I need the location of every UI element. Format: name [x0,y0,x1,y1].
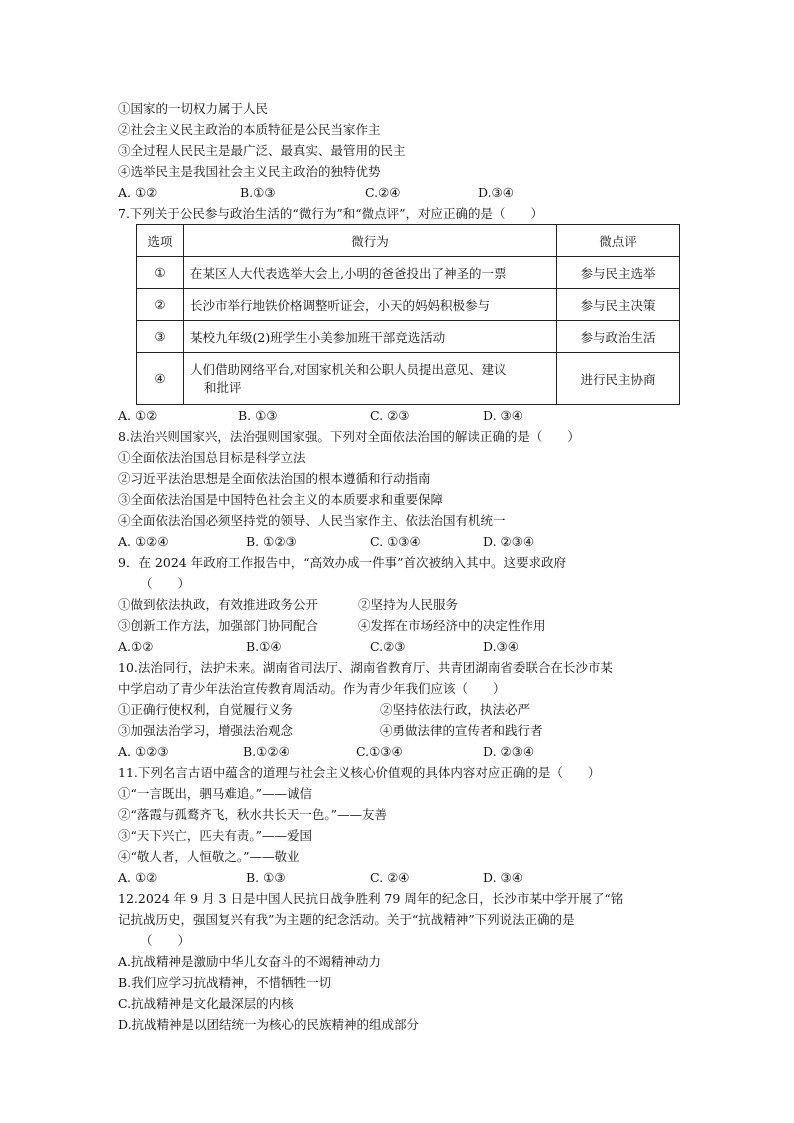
q11-item-3: ③“天下兴亡，匹夫有责。”——爱国 [118,828,313,843]
q11-item-2: ②“落霞与孤鹜齐飞，秋水共长天一色。”——友善 [118,807,388,822]
q9-option-c[interactable]: C.②③ [370,639,406,654]
q7-row-action-line-1: 人们借助网络平台,对国家机关和公职人员提出意见、建议 [190,361,507,377]
q7-row-no: ④ [137,353,184,405]
q10-items-row-1 [118,699,678,720]
q12-stem-line-2: 记抗战历史，强国复兴有我”为主题的纪念活动。关于“抗战精神”下列说法正确的是 [118,912,575,927]
q7-header-option: 选项 [137,225,184,257]
q12-stem: 12.2024 年 9 月 3 日是中国人民抗日战争胜利 79 周年的纪念日，长沙市某中学开展了“铭 [118,891,624,906]
q6-item-3: ③全过程人民民主是最广泛、最真实、最管用的民主 [118,143,406,158]
q9-item-1: ①做到依法执政，有效推进政务公开 [118,597,319,612]
q7-row-comment: 进行民主协商 [557,353,680,405]
q9-option-b[interactable]: B.①④ [246,639,282,654]
q12-option-d[interactable]: D.抗战精神是以团结统一为核心的民族精神的组成部分 [118,1017,420,1032]
q12-option-a[interactable]: A.抗战精神是激励中华儿女奋斗的不竭精神动力 [118,954,382,969]
q8-option-b[interactable]: B. ①②③ [246,534,297,549]
q10-options [118,741,678,762]
q12-option-b[interactable]: B.我们应学习抗战精神，不惜牺牲一切 [118,975,332,990]
q8-item-3: ③全面依法治国是中国特色社会主义的本质要求和重要保障 [118,492,444,507]
q7-row-no: ② [137,289,184,321]
table-row [137,321,680,353]
q6-options [118,182,678,203]
q6-option-d[interactable]: D.③④ [478,185,514,200]
q10-item-2: ②坚持依法行政，执法必严 [380,702,531,717]
table-row [137,257,680,289]
q9-items-row-1 [118,594,678,615]
q7-options [118,405,678,426]
q10-option-c[interactable]: C.①③④ [356,744,403,759]
q10-item-3: ③加强法治学习，增强法治观念 [118,723,294,738]
q11-option-c[interactable]: C. ②④ [370,870,410,885]
q10-items-row-2 [118,720,678,741]
q6-option-a[interactable]: A. ①② [118,185,158,200]
q8-item-1: ①全面依法治国总目标是科学立法 [118,450,306,465]
q9-items-row-2 [118,615,678,636]
q10-stem: 10.法治同行，法护未来。湖南省司法厅、湖南省教育厅、共青团湖南省委联合在长沙市某 [118,660,613,675]
q11-option-b[interactable]: B. ①③ [246,870,286,885]
q9-options [118,636,678,657]
q7-table-header [137,225,680,257]
q9-item-3: ③创新工作方法，加强部门协同配合 [118,618,319,633]
q9-option-a[interactable]: A.①② [118,639,154,654]
q6-item-2: ②社会主义民主政治的本质特征是公民当家作主 [118,122,381,137]
q9-item-4: ④发挥在市场经济中的决定性作用 [358,618,546,633]
q8-item-2: ②习近平法治思想是全面依法治国的根本遵循和行动指南 [118,471,431,486]
q7-option-a[interactable]: A. ①② [118,408,158,423]
q7-header-comment: 微点评 [557,225,680,257]
q10-stem-line-2: 中学启动了青少年法治宣传教育周活动。作为青少年我们应该（ ） [118,681,506,696]
q7-row-no: ③ [137,321,184,353]
q7-row-action: 在某区人大代表选举大会上,小明的爸爸投出了神圣的一票 [184,257,557,289]
q7-stem: 7.下列关于公民参与政治生活的“微行为”和“微点评”，对应正确的是（ ） [118,206,543,221]
q9-option-d[interactable]: D.③④ [483,639,519,654]
q7-row-action-line-2: 和批评 [204,379,242,395]
q8-item-4: ④全面依法治国必须坚持党的领导、人民当家作主、依法治国有机统一 [118,513,506,528]
q7-table [136,224,680,405]
table-row [137,289,680,321]
q10-option-d[interactable]: D. ②③④ [483,744,535,759]
table-row [137,353,680,405]
q7-option-d[interactable]: D. ③④ [483,408,523,423]
q11-stem: 11.下列名言古语中蕴含的道理与社会主义核心价值观的具体内容对应正确的是（ ） [118,765,601,780]
q7-row-comment: 参与民主决策 [557,289,680,321]
q6-option-c[interactable]: C.②④ [365,185,401,200]
q9-stem: 9．在 2024 年政府工作报告中，“高效办成一件事”首次被纳入其中。这要求政府 [118,555,566,570]
q11-options [118,867,678,888]
q11-item-1: ①“一言既出，驷马难追。”——诚信 [118,786,313,801]
q7-option-c[interactable]: C. ②③ [370,408,410,423]
q8-option-c[interactable]: C. ①③④ [370,534,421,549]
q7-row-no: ① [137,257,184,289]
q6-item-4: ④选举民主是我国社会主义民主政治的独特优势 [118,164,381,179]
q10-option-a[interactable]: A. ①②③ [118,744,169,759]
q12-option-c[interactable]: C.抗战精神是文化最深层的内核 [118,996,294,1011]
q11-option-a[interactable]: A. ①② [118,870,158,885]
q7-row-action [184,353,557,405]
q8-options [118,531,678,552]
q11-option-d[interactable]: D. ③④ [483,870,523,885]
q9-item-2: ②坚持为人民服务 [358,597,459,612]
q6-option-b[interactable]: B.①③ [240,185,276,200]
q10-option-b[interactable]: B.①②④ [243,744,290,759]
q9-stem-line-2: （ ） [140,576,191,591]
q7-row-comment: 参与政治生活 [557,321,680,353]
q8-stem: 8.法治兴则国家兴，法治强则国家强。下列对全面依法治国的解读正确的是（ ） [118,429,580,444]
q7-row-action: 某校九年级(2)班学生小美参加班干部竞选活动 [184,321,557,353]
q8-option-a[interactable]: A. ①②④ [118,534,169,549]
q7-option-b[interactable]: B. ①③ [238,408,278,423]
q7-row-comment: 参与民主选举 [557,257,680,289]
q7-header-action: 微行为 [184,225,557,257]
q8-option-d[interactable]: D. ②③④ [483,534,535,549]
exam-content [118,98,678,1035]
q12-stem-line-3: （ ） [140,933,191,948]
q11-item-4: ④“敬人者，人恒敬之。”——敬业 [118,849,300,864]
q6-item-1: ①国家的一切权力属于人民 [118,101,269,116]
q10-item-1: ①正确行使权利，自觉履行义务 [118,702,294,717]
q10-item-4: ④勇做法律的宣传者和践行者 [380,723,543,738]
q7-row-action: 长沙市举行地铁价格调整听证会，小天的妈妈积极参与 [184,289,557,321]
